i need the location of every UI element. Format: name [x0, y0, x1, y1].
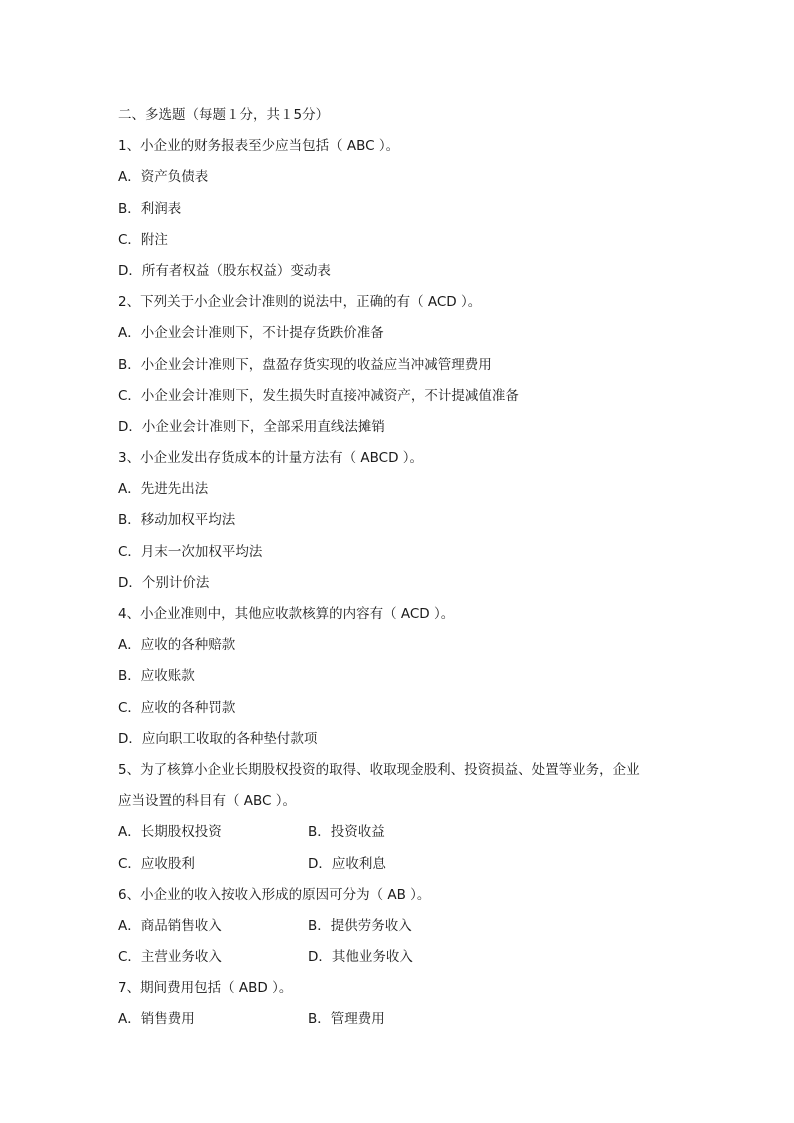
- question-5-option-c: C．应收股利: [118, 855, 195, 872]
- question-4-option-d: D．应向职工收取的各种垫付款项: [118, 730, 318, 747]
- question-3-option-b: B．移动加权平均法: [118, 512, 236, 529]
- question-1-stem: 1、小企业的财务报表至少应当包括（ ABC ）。: [118, 138, 400, 155]
- question-5-options-row-1: [118, 817, 678, 848]
- question-5-options-row-2: [118, 849, 678, 880]
- question-7-options-row-1: [118, 1004, 678, 1035]
- question-5-option-b: B．投资收益: [308, 824, 385, 841]
- question-2-option-c: C．小企业会计准则下，发生损失时直接冲减资产，不计提减值准备: [118, 387, 519, 404]
- question-2-option-b: B．小企业会计准则下，盘盈存货实现的收益应当冲减管理费用: [118, 356, 492, 373]
- question-6-options-row-2: [118, 942, 678, 973]
- question-1-option-b: B．利润表: [118, 200, 182, 217]
- question-6-options-row-1: [118, 911, 678, 942]
- question-3-option-c: C．月末一次加权平均法: [118, 543, 263, 560]
- section-title: 二、多选题（每题１分，共１5分）: [118, 107, 330, 123]
- question-1-option-d: D．所有者权益（股东权益）变动表: [118, 262, 331, 279]
- question-4-option-b: B．应收账款: [118, 668, 195, 685]
- question-1-option-c: C．附注: [118, 231, 168, 248]
- question-4-stem: 4、小企业准则中，其他应收款核算的内容有（ ACD ）。: [118, 606, 455, 622]
- question-3-option-a: A．先进先出法: [118, 481, 209, 498]
- question-4-option-a: A．应收的各种赔款: [118, 637, 236, 654]
- question-2-option-d: D．小企业会计准则下，全部采用直线法摊销: [118, 418, 385, 435]
- question-6-option-b: B．提供劳务收入: [308, 917, 412, 934]
- document-content: [118, 100, 678, 1036]
- question-6-stem: 6、小企业的收入按收入形成的原因可分为（ AB ）。: [118, 886, 431, 903]
- question-3-stem: 3、小企业发出存货成本的计量方法有（ ABCD ）。: [118, 450, 424, 467]
- question-7-option-b: B．管理费用: [308, 1011, 385, 1028]
- question-2-option-a: A．小企业会计准则下，不计提存货跌价准备: [118, 325, 384, 342]
- question-6-option-a: A．商品销售收入: [118, 917, 222, 934]
- question-6-option-d: D．其他业务收入: [308, 949, 413, 966]
- question-5-option-d: D．应收利息: [308, 855, 386, 872]
- question-7-stem: 7、期间费用包括（ ABD ）。: [118, 980, 293, 997]
- question-3-option-d: D．个别计价法: [118, 574, 210, 591]
- question-5-stem-line-2: 应当设置的科目有（ ABC ）。: [118, 793, 297, 810]
- question-4-option-c: C．应收的各种罚款: [118, 699, 236, 716]
- question-5-option-a: A．长期股权投资: [118, 824, 222, 841]
- question-5-stem-line-1: 5、为了核算小企业长期股权投资的取得、收取现金股利、投资损益、处置等业务，企业: [118, 761, 640, 778]
- question-6-option-c: C．主营业务收入: [118, 949, 222, 966]
- question-7-option-a: A．销售费用: [118, 1011, 195, 1028]
- question-1-option-a: A．资产负债表: [118, 169, 209, 186]
- question-2-stem: 2、下列关于小企业会计准则的说法中，正确的有（ ACD ）。: [118, 294, 482, 311]
